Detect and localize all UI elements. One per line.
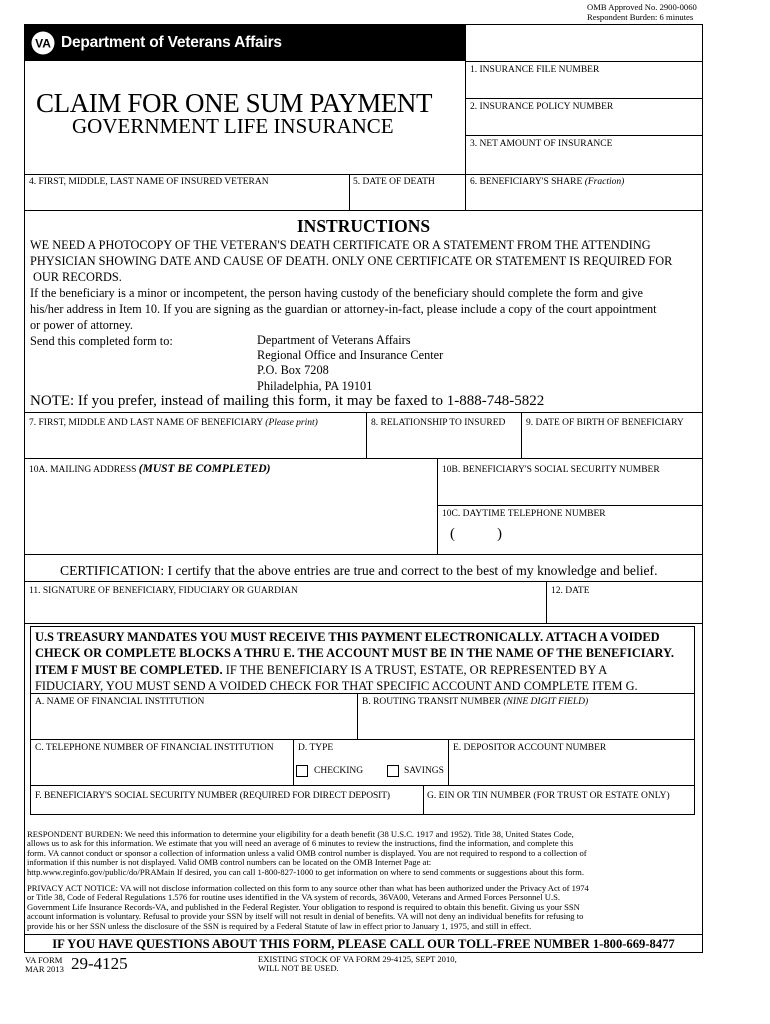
burden-line-4: information if this number is not displayed. Valid OMB control numbers can be located on the OMB Internet Page at: (27, 857, 432, 868)
address-line-3: P.O. Box 7208 (257, 363, 329, 378)
field-net-amount[interactable]: 3. NET AMOUNT OF INSURANCE (470, 139, 613, 149)
va-form-label: VA FORM (25, 955, 63, 965)
beneficiary-name-note: (Please print) (265, 418, 318, 428)
mailing-address-note: (MUST BE COMPLETED) (138, 463, 271, 475)
privacy-line-2: or Title 38, Code of Federal Regulations 1.576 for routine uses identified in the VA system of records, 36VA00, Veterans and Armed Forces Personnel U.S. (27, 892, 561, 903)
field-date-of-death[interactable]: 5. DATE OF DEATH (353, 177, 435, 187)
field-signature[interactable]: 11. SIGNATURE OF BENEFICIARY, FIDUCIARY OR GUARDIAN (29, 586, 298, 596)
field-beneficiary-share[interactable] (470, 177, 624, 188)
instruction-caps-2: PHYSICIAN SHOWING DATE AND CAUSE OF DEATH. ONLY ONE CERTIFICATE OR STATEMENT IS REQUIRED FOR (30, 254, 673, 268)
routing-number-label: B. ROUTING TRANSIT NUMBER (362, 697, 501, 707)
address-line-2: Regional Office and Insurance Center (257, 348, 444, 363)
instruction-caps-3: OUR RECORDS. (33, 270, 122, 284)
agency-bar (25, 25, 465, 61)
beneficiary-name-label: 7. FIRST, MIDDLE AND LAST NAME OF BENEFICIARY (29, 418, 263, 428)
field-ein-tin[interactable]: G. EIN OR TIN NUMBER (FOR TRUST OR ESTATE ONLY) (427, 791, 670, 801)
field-beneficiary-dob[interactable]: 9. DATE OF BIRTH OF BENEFICIARY (526, 418, 684, 428)
field-daytime-phone[interactable]: 10C. DAYTIME TELEPHONE NUMBER (442, 509, 606, 519)
form-number: 29-4125 (71, 954, 128, 973)
form-subtitle: GOVERNMENT LIFE INSURANCE (72, 114, 394, 138)
mailing-address-label: 10A. MAILING ADDRESS (29, 465, 137, 475)
account-type-label: D. TYPE (298, 743, 334, 753)
field-beneficiary-name[interactable] (29, 418, 318, 429)
treasury-line-3-bold: ITEM F MUST BE COMPLETED. (35, 662, 223, 677)
beneficiary-share-note: (Fraction) (584, 177, 625, 187)
phone-area-code-close: ) (497, 526, 502, 542)
field-relationship[interactable]: 8. RELATIONSHIP TO INSURED (371, 418, 506, 428)
mailing-address (257, 333, 443, 394)
checking-label: CHECKING (314, 766, 364, 776)
beneficiary-share-label: 6. BENEFICIARY'S SHARE (470, 177, 583, 187)
svg-text:VA: VA (35, 36, 51, 51)
privacy-line-5: provide his or her SSN unless the disclosure of the SSN is required by a Federal Statute of law in effect prior to January 1, 1975, and still in effect. (27, 920, 532, 931)
burden-line-1: RESPONDENT BURDEN: We need this information to determine your eligibility for a death benefit (38 U.S.C. 1917 and 1952). Title 38, United States Code, (27, 829, 574, 839)
privacy-line-4: account information is voluntary. Refusal to provide your SSN by itself will not result in denial of benefits. VA will not deny an individual benefits for refusing to (27, 911, 584, 922)
burden-line-3: form. VA cannot conduct or sponsor a collection of information unless a valid OMB control number is displayed. You are not required to respond to a collection of (27, 847, 587, 858)
field-institution-phone[interactable]: C. TELEPHONE NUMBER OF FINANCIAL INSTITUTION (35, 743, 274, 753)
instruction-caps-1: WE NEED A PHOTOCOPY OF THE VETERAN'S DEATH CERTIFICATE OR A STATEMENT FROM THE ATTENDING (30, 238, 651, 252)
treasury-notice (35, 629, 674, 694)
savings-label: SAVINGS (404, 766, 444, 776)
treasury-line-3 (35, 662, 674, 678)
field-direct-deposit-ssn[interactable]: F. BENEFICIARY'S SOCIAL SECURITY NUMBER (REQUIRED FOR DIRECT DEPOSIT) (35, 791, 390, 801)
field-financial-institution[interactable]: A. NAME OF FINANCIAL INSTITUTION (35, 697, 205, 707)
field-signature-date[interactable]: 12. DATE (551, 586, 590, 596)
fax-note: NOTE: If you prefer, instead of mailing this form, it may be faxed to 1-888-748-5822 (30, 393, 545, 409)
privacy-line-1: PRIVACY ACT NOTICE: VA will not disclose information collected on this form to any source other than what has been authorized under the Privacy Act of 1974 (27, 883, 589, 893)
form-date: MAR 2013 (25, 964, 64, 975)
routing-number-note: (NINE DIGIT FIELD) (503, 697, 589, 707)
instruction-para-1: If the beneficiary is a minor or incompetent, the person having custody of the beneficiary should complete the form and give (30, 286, 643, 300)
questions-phone-line: IF YOU HAVE QUESTIONS ABOUT THIS FORM, PLEASE CALL OUR TOLL-FREE NUMBER 1-800-669-8477 (52, 937, 675, 951)
send-to-label: Send this completed form to: (30, 334, 173, 348)
burden-line-5: http.www.reginfo.gov/public/do/PRAMain If desired, you can call 1-800-827-1000 to get information on where to send comments or suggestions about this form. (27, 866, 584, 877)
treasury-line-2: CHECK OR COMPLETE BLOCKS A THRU E. THE ACCOUNT MUST BE IN THE NAME OF THE BENEFICIARY. (35, 646, 674, 661)
stock-line-1: EXISTING STOCK OF VA FORM 29-4125, SEPT 2010, (258, 954, 457, 964)
field-insurance-policy-number[interactable]: 2. INSURANCE POLICY NUMBER (470, 102, 614, 112)
field-mailing-address[interactable] (29, 464, 270, 476)
instruction-para-2: his/her address in Item 10. If you are signing as the guardian or attorney-in-fact, please include a copy of the court appointment (30, 302, 657, 316)
privacy-line-3: Government Life Insurance Records-VA, and published in the Federal Register. Your obligation to respond is required to obtain this benefit. Giving us your SSN (27, 901, 580, 912)
field-routing-number[interactable] (362, 697, 588, 708)
field-beneficiary-ssn[interactable]: 10B. BENEFICIARY'S SOCIAL SECURITY NUMBER (442, 465, 660, 475)
stock-line-2: WILL NOT BE USED. (258, 963, 339, 974)
burden-line-2: allows us to ask for this information. We estimate that you will need an average of 6 minutes to review the instructions, find the information, and complete this (27, 838, 574, 849)
treasury-line-3-rest: IF THE BENEFICIARY IS A TRUST, ESTATE, OR REPRESENTED BY A (222, 662, 608, 677)
field-insurance-file-number[interactable]: 1. INSURANCE FILE NUMBER (470, 65, 600, 75)
form-id-block (25, 956, 64, 975)
treasury-line-1: U.S TREASURY MANDATES YOU MUST RECEIVE THIS PAYMENT ELECTRONICALLY. ATTACH A VOIDED (35, 630, 660, 644)
privacy-act-notice (27, 884, 589, 931)
checking-checkbox[interactable] (296, 765, 308, 777)
treasury-line-4: FIDUCIARY, YOU MUST SEND A VOIDED CHECK FOR THAT SPECIFIC ACCOUNT AND COMPLETE ITEM G. (35, 678, 638, 693)
phone-area-code-open: ( (450, 526, 455, 542)
instruction-para-3: or power of attorney. (30, 318, 134, 332)
address-line-4: Philadelphia, PA 19101 (257, 378, 373, 393)
agency-name: Department of Veterans Affairs (61, 34, 282, 51)
savings-checkbox[interactable] (387, 765, 399, 777)
instructions-heading: INSTRUCTIONS (296, 216, 431, 236)
certification-text: CERTIFICATION: I certify that the above entries are true and correct to the best of my knowledge and belief. (60, 563, 658, 578)
existing-stock-notice (258, 955, 457, 974)
field-insured-veteran-name[interactable]: 4. FIRST, MIDDLE, LAST NAME OF INSURED VETERAN (29, 177, 269, 187)
omb-number: OMB Approved No. 2900-0060 (587, 2, 697, 12)
form-title: CLAIM FOR ONE SUM PAYMENT (36, 88, 433, 118)
respondent-burden-notice (27, 830, 587, 877)
omb-notice (587, 3, 697, 22)
va-logo-icon (29, 30, 57, 56)
respondent-burden-time: Respondent Burden: 6 minutes (587, 11, 694, 22)
field-depositor-account[interactable]: E. DEPOSITOR ACCOUNT NUMBER (453, 743, 607, 753)
address-line-1: Department of Veterans Affairs (257, 333, 411, 347)
